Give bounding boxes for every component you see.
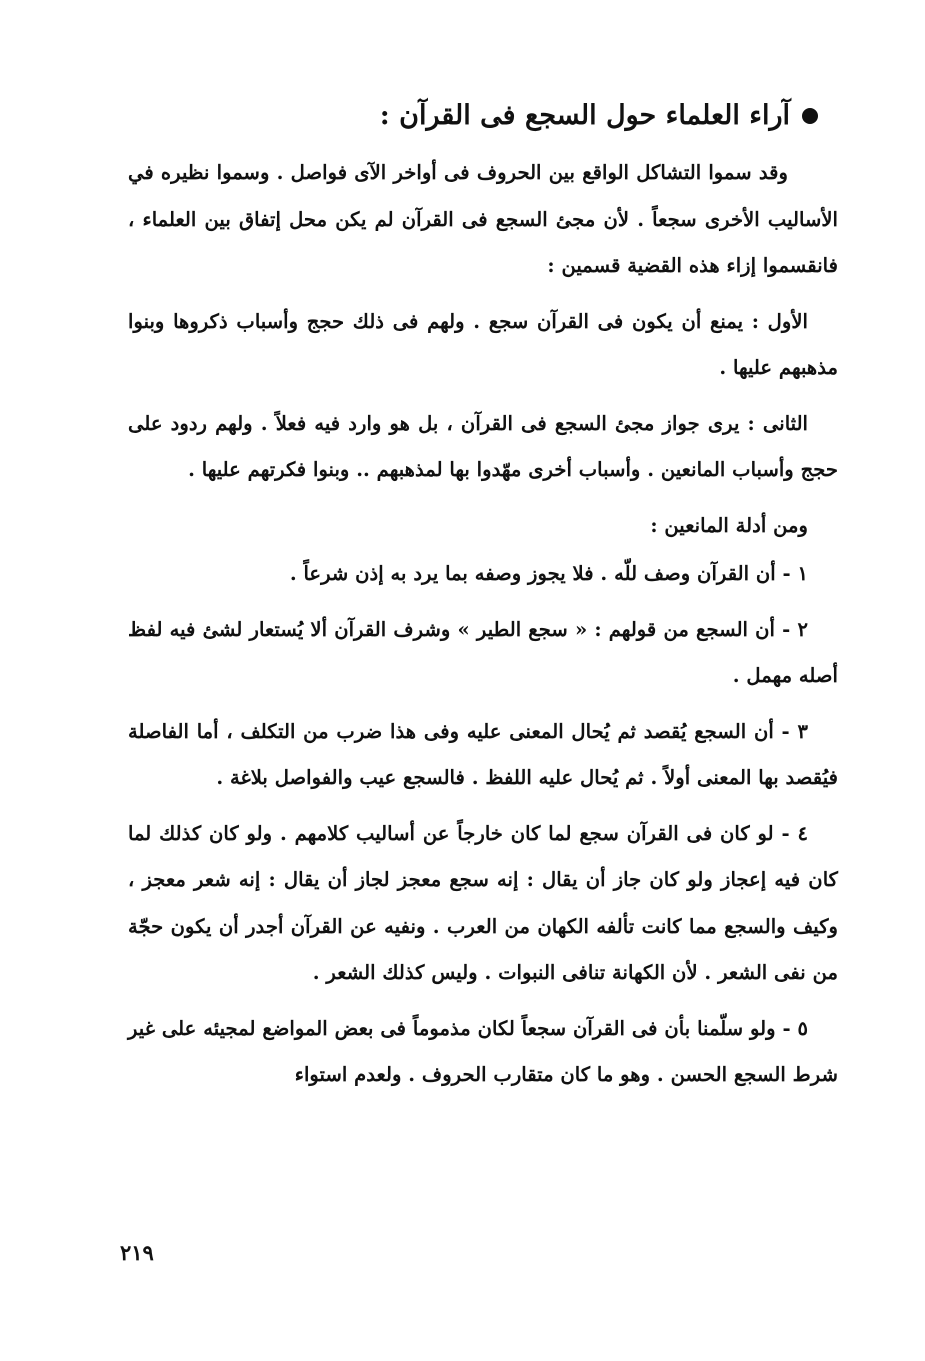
paragraph-objectors-intro: ومن أدلة المانعين : xyxy=(650,513,808,537)
paragraph-point-5: ٥ - ولو سلّمنا بأن فى القرآن سجعاً لكان مذموماً فى بعض المواضع لمجيئه على غير شرط السجع الحسن . وهو ما كان متقارب الحروف . ولعدم استواء xyxy=(128,1016,838,1086)
bullet-icon xyxy=(802,108,818,124)
paragraph-second-opinion: الثانى : يرى جواز مجئ السجع فى القرآن ، بل هو وارد فيه فعلاً . ولهم ردود على حجج وأسباب المانعين . وأسباب أخرى مهّدوا بها لمذهبهم .. وبنوا فكرتهم عليها . xyxy=(128,411,838,481)
paragraph-point-3: ٣ - أن السجع يُقصد ثم يُحال المعنى عليه وفى هذا ضرب من التكلف ، أما الفاصلة فيُقصد بها المعنى أولاً . ثم يُحال عليه اللفظ . فالسجع عيب والفواصل بلاغة . xyxy=(128,719,838,789)
paragraph-point-2: ٢ - أن السجع من قولهم : « سجع الطير » وشرف القرآن ألا يُستعار لشئ فيه لفظ أصله مهمل . xyxy=(128,617,838,687)
paragraph-point-1: ١ - أن القرآن وصف للّه . فلا يجوز وصفه بما يرد به إذن شرعاً . xyxy=(289,562,808,585)
page-number: ٢١٩ xyxy=(120,1240,154,1265)
paragraph-intro: وقد سموا التشاكل الواقع بين الحروف فى أواخر الآى فواصل . وسموا نظيره في الأساليب الأخرى سجعاً . لأن مجئ السجع فى القرآن لم يكن محل إتفاق بين العلماء ، فانقسموا إزاء هذه القضية قسمين : xyxy=(128,161,838,277)
heading-text: آراء العلماء حول السجع فى القرآن : xyxy=(379,100,790,131)
section-heading xyxy=(128,84,838,148)
page-content xyxy=(128,84,838,1108)
paragraph-first-opinion: الأول : يمنع أن يكون فى القرآن سجع . ولهم فى ذلك حجج وأسباب ذكروها وبنوا مذهبهم عليها . xyxy=(128,309,838,379)
paragraph-point-4: ٤ - لو كان فى القرآن سجع لما كان خارجاً عن أساليب كلامهم . ولو كان كذلك لما كان فيه إعجاز ولو كان جاز أن يقال : إنه سجع معجز لجاز أن يقال : إنه شعر معجز ، وكيف والسجع مما كانت تألفه الكهان من العرب . ونفيه عن القرآن أجدر أن يكون حجّة من نفى الشعر . لأن الكهانة تنافى النبوات . وليس كذلك الشعر . xyxy=(128,821,838,984)
